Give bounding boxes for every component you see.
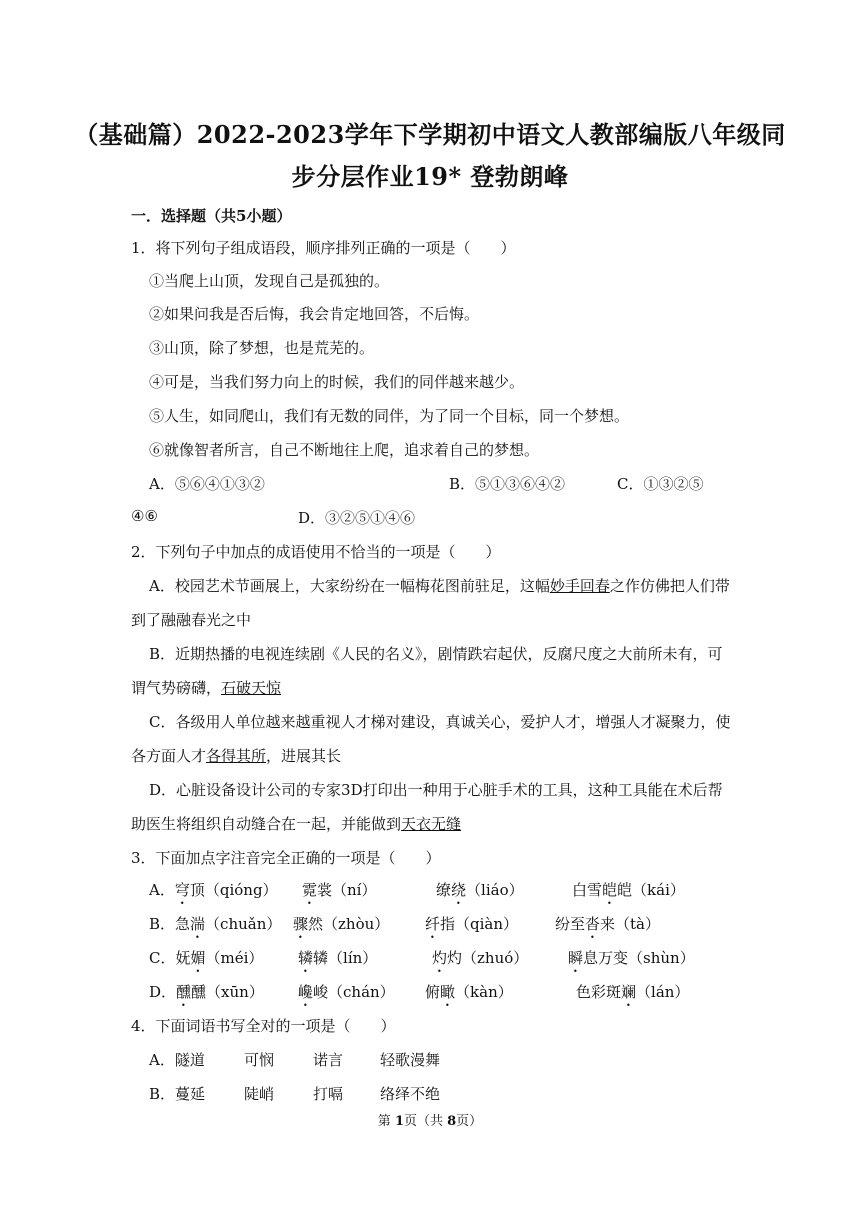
- idiom-underlined: 妙手回春: [549, 577, 610, 595]
- q1-item-3: ③山顶，除了梦想，也是荒芜的。: [149, 339, 375, 357]
- q2-option-a-cont: 到了融融春光之中: [131, 611, 252, 629]
- q4-a-word1: A．隧道: [149, 1051, 205, 1069]
- doc-title-line2: 步分层作业19* 登勃朗峰: [291, 162, 569, 191]
- q3-d-word3: 俯瞰（kàn）: [425, 983, 513, 1001]
- q3-a-word1: A．穹顶（qióng）: [149, 881, 278, 899]
- q3-c-word1: C．妩媚（méi）: [149, 949, 264, 967]
- q3-b-word4: 纷至沓来（tà）: [555, 915, 661, 933]
- q3-c-word4: 瞬息万变（shùn）: [568, 949, 695, 967]
- q1-option-d: D．③②⑤①④⑥: [298, 509, 416, 527]
- q3-c-word3: 灼灼（zhuó）: [432, 949, 529, 967]
- q3-b-word3: 纤指（qiàn）: [425, 915, 519, 933]
- q1-option-b: B．⑤①③⑥④②: [449, 475, 566, 493]
- q3-a-word4: 白雪皑皑（kái）: [572, 881, 685, 899]
- section-heading: 一．选择题（共5小题）: [131, 207, 292, 225]
- q3-stem: 3．下面加点字注音完全正确的一项是（ ）: [131, 849, 441, 867]
- q3-c-word2: 辚辚（lín）: [298, 949, 378, 967]
- q1-option-c-cont: ④⑥: [131, 507, 158, 525]
- q3-d-word4: 色彩斑斓（lán）: [576, 983, 690, 1001]
- q2-stem: 2．下列句子中加点的成语使用不恰当的一项是（ ）: [131, 543, 501, 561]
- q4-stem: 4．下面词语书写全对的一项是（ ）: [131, 1017, 396, 1035]
- q3-b-word1: B．急湍（chuǎn）: [149, 915, 282, 933]
- q1-item-2: ②如果问我是否后悔，我会肯定地回答，不后悔。: [149, 305, 480, 323]
- idiom-underlined: 天衣无缝: [401, 815, 462, 833]
- q1-option-a: A．⑤⑥④①③②: [149, 475, 265, 493]
- q2-option-c: C．各级用人单位越来越重视人才梯对建设，真诚关心，爱护人才，增强人才凝聚力，使: [149, 713, 731, 731]
- doc-title-line1: （基础篇）2022-2023学年下学期初中语文人教部编版八年级同: [74, 120, 786, 149]
- q4-b-word4: 络绎不绝: [380, 1085, 441, 1103]
- q4-b-word1: B．蔓延: [149, 1085, 206, 1103]
- q4-a-word4: 轻歌漫舞: [380, 1051, 441, 1069]
- q1-item-6: ⑥就像智者所言，自己不断地往上爬，追求着自己的梦想。: [149, 441, 540, 459]
- q1-item-4: ④可是，当我们努力向上的时候，我们的同伴越来越少。: [149, 373, 525, 391]
- q1-item-5: ⑤人生，如同爬山，我们有无数的同伴，为了同一个目标，同一个梦想。: [149, 407, 630, 425]
- page-number: 1: [394, 1114, 404, 1129]
- q3-d-word1: D．醺醺（xūn）: [149, 983, 264, 1001]
- q1-stem: 1．将下列句子组成语段，顺序排列正确的一项是（ ）: [131, 239, 516, 257]
- q3-a-word2: 霓裳（ní）: [302, 881, 377, 899]
- q2-option-a: A．校园艺术节画展上，大家纷纷在一幅梅花图前驻足，这幅妙手回春之作仿佛把人们带: [149, 577, 730, 595]
- q2-option-c-cont: 各方面人才各得其所，进展其长: [131, 747, 342, 765]
- idiom-underlined: 石破天惊: [221, 679, 282, 697]
- q2-option-d-cont: 助医生将组织自动缝合在一起，并能做到天衣无缝: [131, 815, 462, 833]
- q2-option-d: D．心脏设备设计公司的专家3D打印出一种用于心脏手术的工具，这种工具能在术后帮: [149, 781, 723, 799]
- q3-a-word3: 缭绕（liáo）: [436, 881, 524, 899]
- page-footer: 第 1页（共 8页）: [377, 1114, 483, 1129]
- q3-d-word2: 巉峻（chán）: [298, 983, 395, 1001]
- q4-a-word3: 诺言: [313, 1051, 344, 1069]
- q4-b-word2: 陡峭: [244, 1085, 275, 1103]
- q2-option-b-cont: 谓气势磅礴，石破天惊: [131, 679, 282, 697]
- idiom-underlined: 各得其所: [206, 747, 267, 765]
- q2-option-b: B．近期热播的电视连续剧《人民的名义》，剧情跌宕起伏，反腐尺度之大前所未有，可: [149, 645, 723, 663]
- q4-a-word2: 可悯: [244, 1051, 275, 1069]
- q1-option-c: C．①③②⑤: [617, 475, 704, 493]
- q3-b-word2: 骤然（zhòu）: [293, 915, 390, 933]
- page-total: 8: [447, 1114, 457, 1129]
- q4-b-word3: 打嗝: [313, 1085, 344, 1103]
- q1-item-1: ①当爬上山顶，发现自己是孤独的。: [149, 272, 390, 290]
